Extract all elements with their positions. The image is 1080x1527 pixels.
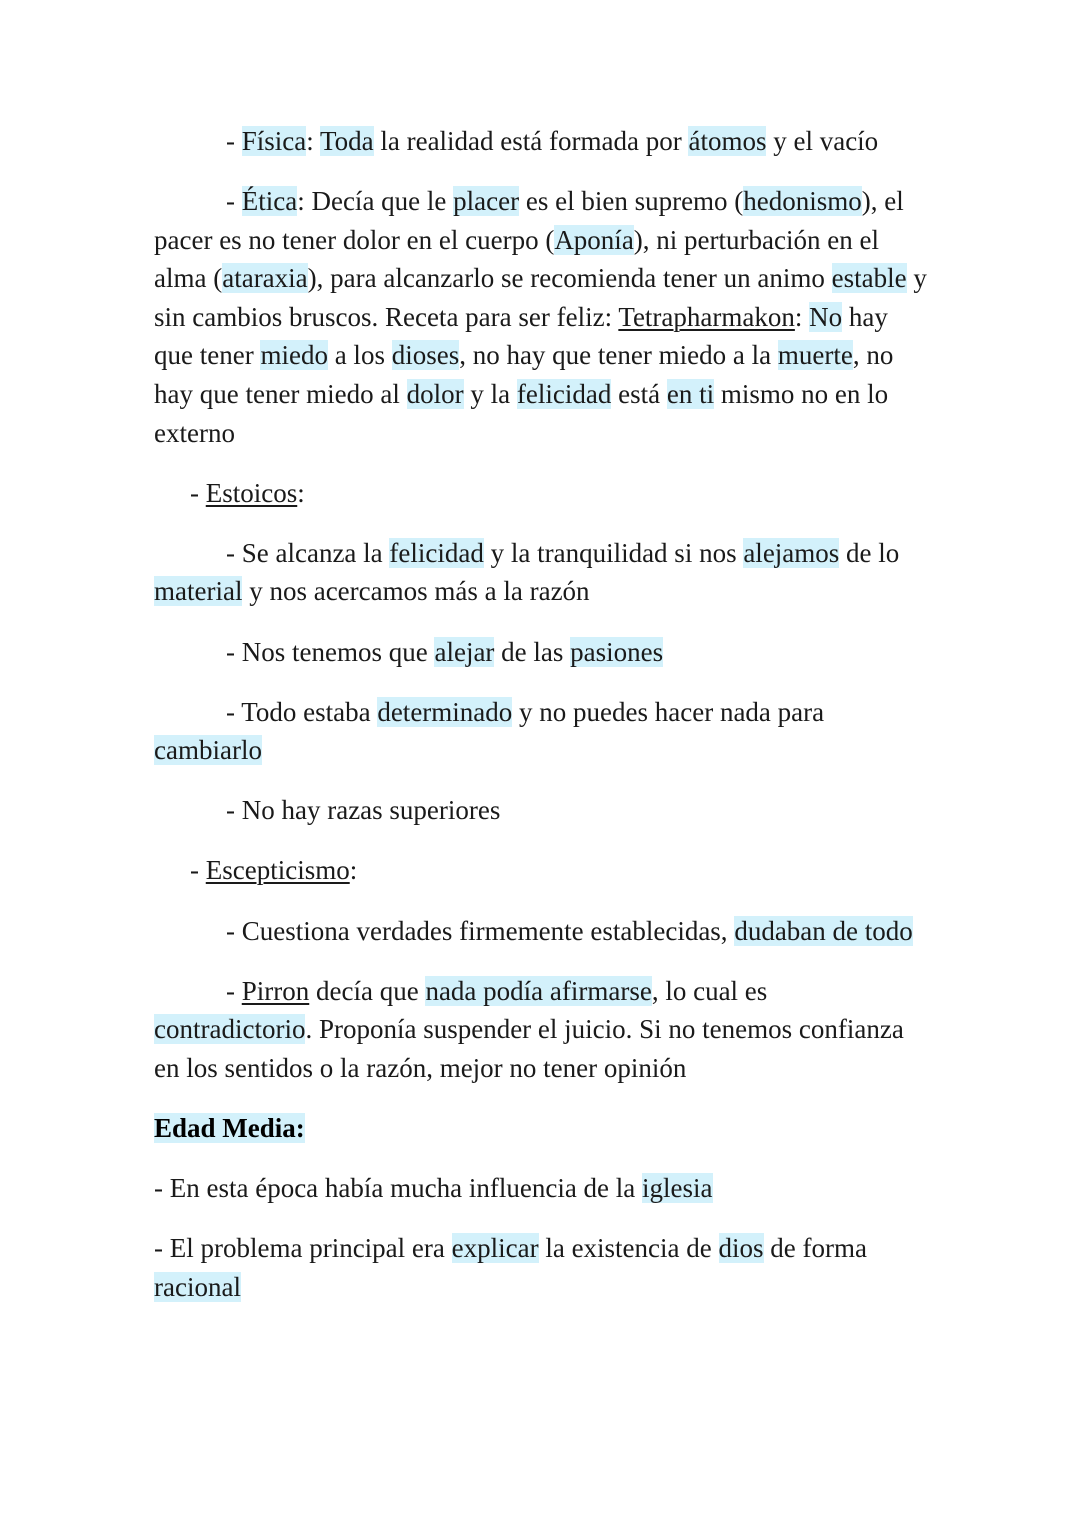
highlighted-text: Toda [320, 126, 374, 156]
paragraph [154, 182, 929, 452]
text-segment: y la tranquilidad si nos [483, 537, 744, 568]
section-heading [154, 1109, 929, 1148]
text-segment: - Nos tenemos que [226, 636, 435, 667]
highlighted-text: placer [453, 186, 520, 217]
highlighted-text: dios [718, 1233, 764, 1264]
text-segment: , lo cual es [651, 975, 768, 1006]
paragraph [154, 912, 929, 951]
text-segment: - [226, 126, 242, 156]
highlighted-text: ataraxia [222, 263, 308, 294]
highlighted-text: alejamos [743, 537, 840, 568]
text-segment: es el bien supremo ( [519, 186, 744, 217]
highlighted-text: explicar [451, 1233, 539, 1264]
highlighted-text: cambiarlo [154, 735, 262, 766]
highlighted-text: Ética [241, 186, 298, 217]
text-segment: la existencia de [538, 1233, 719, 1264]
highlighted-text: felicidad [389, 537, 484, 568]
highlighted-text: miedo [260, 340, 328, 371]
text-segment: : [306, 126, 321, 156]
text-segment: - Cuestiona verdades firmemente establecidas, [226, 915, 735, 946]
text-segment: de lo [839, 537, 900, 568]
underlined-text: Pirron [241, 975, 310, 1006]
highlighted-text: material [154, 576, 243, 607]
text-segment: decía que [309, 975, 426, 1006]
highlighted-text: Aponía [554, 224, 634, 255]
text-segment: - [226, 975, 242, 1006]
text-segment: y no puedes hacer nada para [512, 696, 825, 727]
document-page [154, 122, 929, 1328]
text-segment: está [611, 379, 667, 410]
underlined-text: Estoicos [205, 477, 298, 508]
highlighted-text: felicidad [516, 379, 612, 410]
text-segment: - [226, 186, 242, 217]
highlighted-text: dudaban de todo [734, 915, 913, 946]
text-segment: y el vacío [766, 126, 879, 156]
text-segment: de forma [763, 1233, 867, 1264]
highlighted-text: hedonismo [743, 186, 862, 217]
paragraph [154, 122, 929, 161]
highlighted-text: en ti [666, 379, 715, 410]
text-segment: . Proponía suspender el juicio. Si no tenemos confianza en los sentidos o la razón, mejor no tener opinión [154, 1014, 904, 1083]
text-segment: , no hay que tener miedo al [154, 340, 894, 410]
text-segment: hay que tener [154, 301, 888, 371]
text-segment: - No hay razas superiores [226, 795, 501, 826]
text-segment: - Se alcanza la [226, 537, 390, 568]
text-segment: ), ni perturbación en el alma ( [154, 224, 879, 294]
paragraph [154, 693, 929, 770]
highlighted-text: Edad Media: [154, 1112, 305, 1143]
highlighted-text: racional [154, 1271, 241, 1302]
highlighted-text: dioses [391, 340, 460, 371]
text-segment: : [794, 301, 810, 332]
text-segment: a los [327, 340, 392, 371]
text-segment: y nos acercamos más a la razón [242, 576, 590, 607]
highlighted-text: No [809, 301, 843, 332]
text-segment: y sin cambios bruscos. Receta para ser feliz: [154, 263, 927, 332]
paragraph [154, 1229, 929, 1306]
highlighted-text: alejar [434, 636, 495, 667]
text-segment: : Decía que le [297, 186, 454, 217]
text-segment: ), para alcanzarlo se recomienda tener un animo [307, 263, 832, 294]
highlighted-text: estable [831, 263, 907, 294]
paragraph [154, 633, 929, 672]
paragraph [154, 474, 929, 513]
highlighted-text: iglesia [642, 1172, 713, 1203]
highlighted-text: contradictorio [154, 1014, 306, 1045]
text-segment: : [349, 855, 358, 886]
text-segment: - En esta época había mucha influencia de la [154, 1172, 643, 1203]
text-segment: : [297, 477, 305, 508]
text-segment: mismo no en lo externo [154, 379, 889, 448]
highlighted-text: determinado [377, 696, 513, 727]
highlighted-text: átomos [688, 126, 767, 156]
text-segment: - El problema principal era [154, 1233, 452, 1264]
text-segment: - [190, 477, 206, 508]
paragraph [154, 791, 929, 830]
highlighted-text: muerte [777, 340, 853, 371]
underlined-text: Escepticismo [205, 855, 350, 886]
text-segment: la realidad está formada por [373, 126, 689, 156]
highlighted-text: Física [241, 126, 307, 156]
paragraph [154, 534, 929, 611]
highlighted-text: nada podía afirmarse [425, 975, 652, 1006]
text-segment: de las [494, 636, 571, 667]
paragraph [154, 1169, 929, 1208]
text-segment: - Todo estaba [226, 696, 378, 727]
highlighted-text: pasiones [570, 636, 664, 667]
text-segment: , no hay que tener miedo a la [459, 340, 778, 371]
text-segment: ), el pacer es no tener dolor en el cuerpo ( [154, 186, 904, 255]
text-segment: - [190, 855, 206, 886]
paragraph [154, 851, 929, 890]
underlined-text: Tetrapharmakon [618, 301, 795, 332]
text-segment: y la [463, 379, 517, 410]
paragraph [154, 972, 929, 1088]
highlighted-text: dolor [406, 379, 464, 410]
